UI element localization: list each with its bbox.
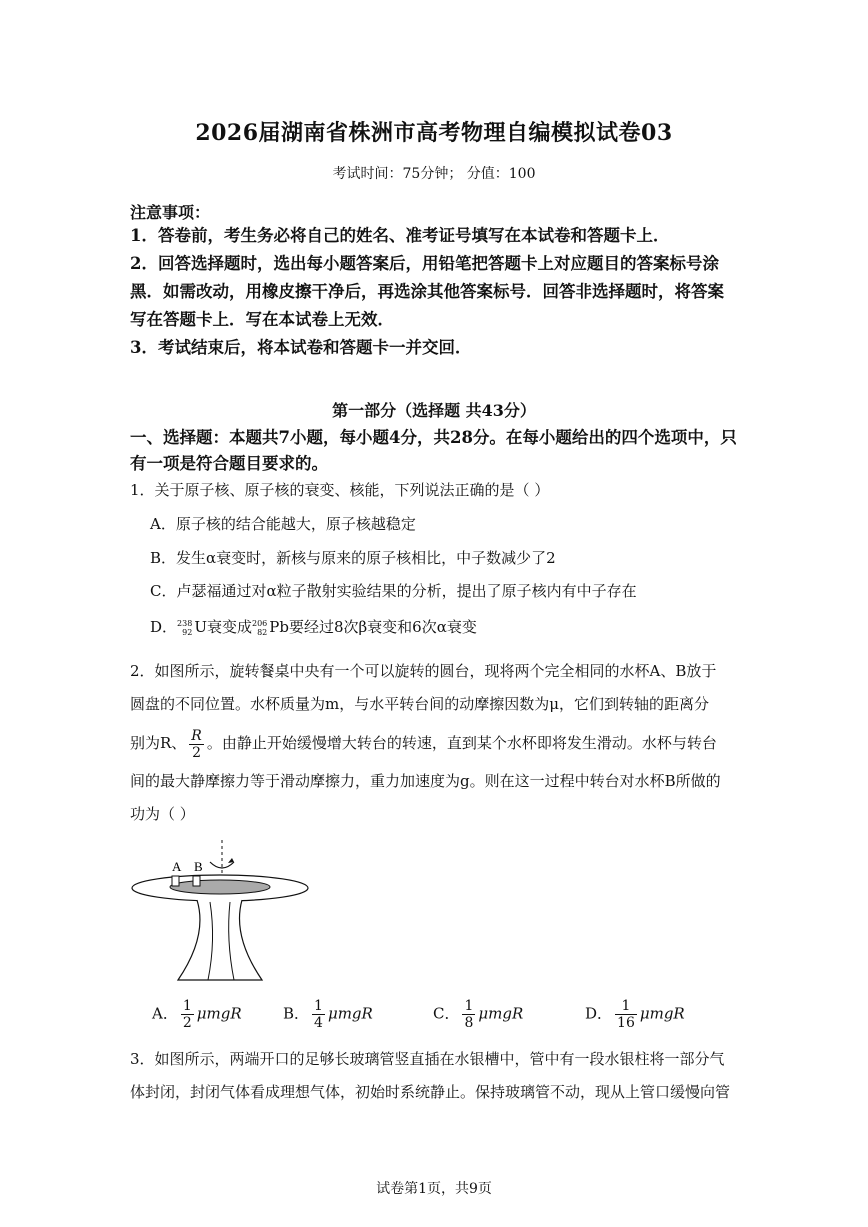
option-label: C．	[433, 1004, 460, 1023]
q2-option-a	[152, 998, 242, 1031]
fraction-denominator: 16	[617, 1015, 635, 1031]
paper-title: 2026届湖南省株洲市高考物理自编模拟试卷03	[195, 120, 673, 146]
section-title: 一、选择题：本题共7小题，每小题4分，共28分。在每小题给出的四个选项中，只有一项是符合题目要求的。	[130, 428, 737, 473]
option-expression: μmgR	[327, 1004, 373, 1023]
cup-b-label: B	[194, 859, 203, 874]
cup-a	[172, 876, 179, 886]
fraction-numerator: R	[191, 727, 202, 744]
u-atomic-number: 92	[182, 628, 193, 637]
u-symbol: U	[194, 618, 207, 636]
rotating-table-figure	[130, 840, 310, 994]
q1-d-tail: 要经过8次β衰变和6次α衰变	[288, 618, 477, 636]
option-label: A．	[152, 1004, 178, 1023]
option-fraction	[181, 998, 194, 1031]
option-fraction	[312, 998, 325, 1031]
fraction-denominator: 2	[182, 1015, 192, 1031]
q2-line: 圆盘的不同位置。水杯质量为m，与水平转台间的动摩擦因数为μ，它们到转轴的距离分	[130, 695, 709, 713]
q2-option-c	[433, 998, 523, 1031]
option-fraction	[615, 998, 637, 1031]
q2-option-d	[585, 998, 685, 1031]
q1-option-d	[150, 616, 477, 637]
q1-d-mid: 衰变成	[206, 618, 252, 636]
q2-line: 间的最大静摩擦力等于滑动摩擦力，重力加速度为g。则在这一过程中转台对水杯B所做的	[130, 772, 721, 790]
option-label: B．	[283, 1004, 310, 1023]
q1-d-label: D．	[150, 618, 178, 636]
note-item: 1．答卷前，考生务必将自己的姓名、准考证号填写在本试卷和答题卡上．	[130, 226, 670, 245]
pb-mass-number: 206	[251, 619, 268, 628]
option-expression: μmgR	[478, 1004, 524, 1023]
part-title: 第一部分（选择题 共43分）	[332, 401, 536, 420]
cup-b	[193, 876, 200, 886]
option-label: D．	[585, 1004, 613, 1023]
u-mass-number: 238	[177, 619, 193, 628]
fraction-numerator: 1	[314, 998, 323, 1014]
r-over-2-fraction	[189, 728, 204, 761]
fraction-numerator: 1	[182, 998, 192, 1014]
fraction-numerator: 1	[615, 998, 637, 1015]
fraction-denominator: 2	[192, 744, 202, 761]
page-footer: 试卷第1页，共9页	[376, 1181, 492, 1197]
q1-option-a: A．原子核的结合能越大，原子核越稳定	[150, 515, 416, 533]
q3-line: 体封闭，封闭气体看成理想气体，初始时系统静止。保持玻璃管不动，现从上管口缓慢向管	[130, 1083, 731, 1101]
q2-line: 功为（ ）	[130, 805, 195, 823]
note-item: 3．考试结束后，将本试卷和答题卡一并交回．	[130, 338, 472, 357]
notes-heading: 注意事项：	[130, 203, 211, 222]
fraction-denominator: 8	[464, 1015, 474, 1031]
rotating-table-diagram	[130, 840, 310, 990]
q3-stem	[130, 1043, 740, 1109]
table-pedestal	[178, 900, 262, 980]
notes-list	[130, 222, 740, 362]
exam-info: 考试时间：75分钟； 分值：100	[332, 166, 536, 182]
turntable	[170, 880, 270, 894]
option-expression: μmgR	[196, 1004, 242, 1023]
pb-atomic-number: 82	[257, 628, 268, 637]
q1-option-b: B．发生α衰变时，新核与原来的原子核相比，中子数减少了2	[150, 549, 556, 567]
fraction-denominator: 4	[314, 1015, 323, 1031]
q2-line3-pre: 别为R、	[130, 734, 187, 752]
note-item: 2．回答选择题时，选出每小题答案后，用铅笔把答题卡上对应题目的答案标号涂黑．如需改动，用橡皮擦干净后，再选涂其他答案标号．回答非选择题时，将答案写在答题卡上．写在本试卷上无效．	[130, 254, 724, 329]
q2-stem	[130, 655, 740, 831]
q2-line: 2．如图所示，旋转餐桌中央有一个可以旋转的圆台，现将两个完全相同的水杯A、B放于	[130, 662, 717, 680]
fraction-numerator: 1	[464, 998, 474, 1014]
q3-line: 3．如图所示，两端开口的足够长玻璃管竖直插在水银槽中，管中有一段水银柱将一部分气	[130, 1050, 725, 1068]
q2-line3-post: 。由静止开始缓慢增大转台的转速，直到某个水杯即将发生滑动。水杯与转台	[206, 734, 717, 752]
pb-symbol: Pb	[269, 618, 289, 636]
q2-option-b	[283, 998, 373, 1031]
option-expression: μmgR	[639, 1004, 685, 1023]
q2-line	[130, 721, 740, 765]
q1-option-c: C．卢瑟福通过对α粒子散射实验结果的分析，提出了原子核内有中子存在	[150, 582, 637, 600]
option-fraction	[462, 998, 475, 1031]
q1-stem: 1．关于原子核、原子核的衰变、核能，下列说法正确的是（ ）	[130, 481, 550, 499]
cup-a-label: A	[172, 859, 182, 874]
